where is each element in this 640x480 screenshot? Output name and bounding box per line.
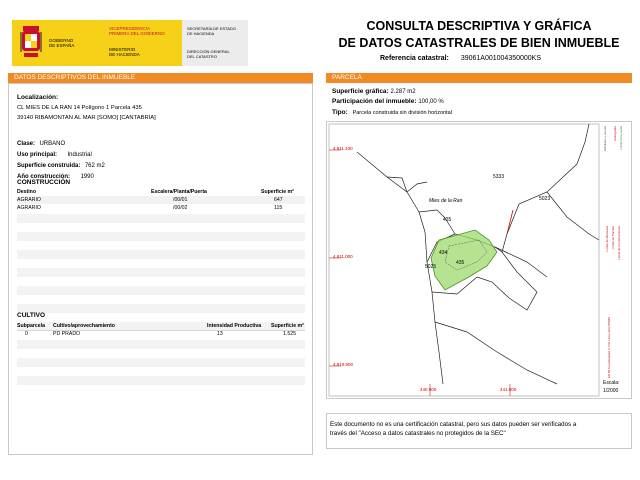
participacion-row <box>332 98 444 105</box>
header-superficie: Superficie m² <box>271 323 304 329</box>
sup-grafica-label: Superficie gráfica: <box>332 88 389 95</box>
parcel-number: 434 <box>439 250 448 256</box>
scale-value: 1/2000 <box>603 388 619 394</box>
title-line1: CONSULTA DESCRIPTIVA Y GRÁFICA <box>366 19 592 33</box>
empty-row <box>17 286 305 295</box>
legend-item: Límite zona verde <box>619 126 623 150</box>
sup-grafica-value: 2.287 m2 <box>390 89 416 95</box>
cell-superficie: 115 <box>274 205 283 211</box>
legend-item: Límite de Parcela <box>611 226 615 250</box>
vice-line1: VICEPRESIDENCIA <box>109 26 151 31</box>
ref-value: 39061A001004350000KS <box>460 55 542 62</box>
x-coordinate-label: 440.900 <box>420 387 437 392</box>
parcela-bar-title: PARCELA <box>332 74 362 81</box>
table-row <box>17 330 305 338</box>
cadastral-reference <box>380 55 541 62</box>
empty-row <box>17 250 305 259</box>
empty-row <box>17 268 305 277</box>
tipo-value: Parcela construida sin división horizontal <box>352 110 452 116</box>
superficie-grafica-row <box>332 88 416 95</box>
location-label: Localización: <box>17 94 59 101</box>
empty-row <box>17 232 305 241</box>
parcela-bar <box>326 73 632 83</box>
cell-superficie: 647 <box>274 197 283 203</box>
superficie-value: 762 m2 <box>84 163 105 169</box>
header-superficie: Superficie m² <box>261 189 294 195</box>
min-line2: DE HACIENDA <box>109 52 140 57</box>
header-cultivo: Cultivo/aprovechamiento <box>53 323 115 329</box>
footer-line1: Este documento no es una certificación catastral, pero sus datos pueden ser verificados a <box>330 421 577 428</box>
header-destino: Destino <box>17 189 37 195</box>
ref-label: Referencia catastral: <box>380 55 449 62</box>
boundary-line <box>407 182 427 192</box>
map-canvas <box>327 122 631 398</box>
cell-escalera: /00/01 <box>173 197 188 203</box>
dg-line2: DEL CATASTRO <box>187 54 217 59</box>
table-row <box>17 204 305 212</box>
boundary-line <box>419 210 445 218</box>
sec-line2: DE HACIENDA <box>187 31 215 36</box>
cultivo-table <box>17 322 305 362</box>
boundary-line <box>547 192 599 240</box>
parcel-number: 5025 <box>425 264 437 270</box>
construccion-table <box>17 188 305 398</box>
x-coordinate-label: 441.000 <box>500 387 517 392</box>
uso-label: Uso principal: <box>17 152 58 158</box>
header-intensidad: Intensidad Productiva <box>207 323 262 329</box>
dg-line1: DIRECCIÓN GENERAL <box>187 49 230 54</box>
coat-of-arms-icon <box>20 26 42 60</box>
participacion-label: Participación del inmueble: <box>332 98 417 105</box>
empty-row <box>17 376 305 385</box>
cell-intensidad: 13 <box>217 331 223 337</box>
map-legend-col3 <box>605 226 625 286</box>
cadastral-map <box>326 121 632 399</box>
map-legend <box>613 126 627 220</box>
document-title <box>326 18 632 52</box>
cell-cultivo: PD PRADO <box>53 331 81 337</box>
footer-line2: través del "Acceso a datos catastrales no protegidos de la SEC" <box>330 430 506 437</box>
gov-line1: GOBIERNO <box>49 38 74 43</box>
tipo-label: Tipo: <box>332 109 348 116</box>
y-coordinate-label: 4.810.900 <box>333 362 354 367</box>
min-line1: MINISTERIO <box>109 47 136 52</box>
participacion-value: 100,00 % <box>418 99 444 105</box>
superficie-label: Superficie construida: <box>17 163 81 169</box>
clase-value: URBANO <box>39 141 66 147</box>
scale-label: Escala: <box>603 380 620 386</box>
map-legend-col2 <box>603 126 611 220</box>
legend-item: Hidrografía <box>613 126 617 141</box>
parcel-number: 435 <box>443 217 452 223</box>
empty-row <box>17 214 305 223</box>
clase-label: Clase: <box>17 141 36 147</box>
legend-item: Mobiliario y aceras <box>603 126 607 152</box>
cell-subparcela: 0 <box>25 331 28 337</box>
parcel-number: 5333 <box>493 174 505 180</box>
address-line2: 39140 RIBAMONTAN AL MAR [SOMO] [CANTABRIA] <box>17 115 156 121</box>
cultivo-title: CULTIVO <box>17 312 46 319</box>
title-line2: DE DATOS CATASTRALES DE BIEN INMUEBLE <box>338 36 620 50</box>
descriptive-panel <box>8 83 313 455</box>
boundary-line <box>435 322 557 384</box>
legend-item: Límite de Manzana <box>605 226 609 252</box>
footer-note <box>330 420 630 438</box>
cell-superficie: 1.525 <box>283 331 296 337</box>
table-row <box>17 196 305 204</box>
parcel-number: 435 <box>456 260 465 266</box>
government-header <box>12 20 248 66</box>
cell-escalera: /00/02 <box>173 205 188 211</box>
descriptive-data-bar <box>8 73 313 83</box>
construccion-title: CONSTRUCCIÓN <box>17 179 71 186</box>
address-line1: CL MIES DE LA RAN 14 Polígono 1 Parcela 435 <box>17 105 142 111</box>
crs-note: ED 50 Coordenadas U.T.M. Huso 30 ETRS89 <box>607 317 611 378</box>
anio-value: 1990 <box>80 174 94 180</box>
cell-destino: AGRARIO <box>17 197 41 203</box>
vice-line2: PRIMERA DEL GOBIERNO <box>109 31 165 36</box>
parcel-number: 5023 <box>539 196 551 202</box>
anio-label: Año construcción: <box>17 174 71 180</box>
cell-destino: AGRARIO <box>17 205 41 211</box>
header-subparcela: Subparcela <box>17 323 45 329</box>
tipo-row <box>332 109 452 116</box>
header-escalera: Escalera/Planta/Puerta <box>151 189 207 195</box>
street-name: Mies de la Ran <box>429 198 463 204</box>
legend-item: Límite de Construcciones <box>617 226 621 260</box>
gov-line2: DE ESPAÑA <box>49 43 75 48</box>
y-coordinate-label: 4.811.000 <box>333 254 353 259</box>
y-coordinate-label: 4.811.100 <box>333 146 353 151</box>
sec-line1: SECRETARÍA DE ESTADO <box>187 26 236 31</box>
empty-row <box>17 304 305 313</box>
boundary-line <box>495 247 547 277</box>
descriptive-bar-title: DATOS DESCRIPTIVOS DEL INMUEBLE <box>14 74 136 81</box>
uso-value: Industrial <box>67 152 92 158</box>
